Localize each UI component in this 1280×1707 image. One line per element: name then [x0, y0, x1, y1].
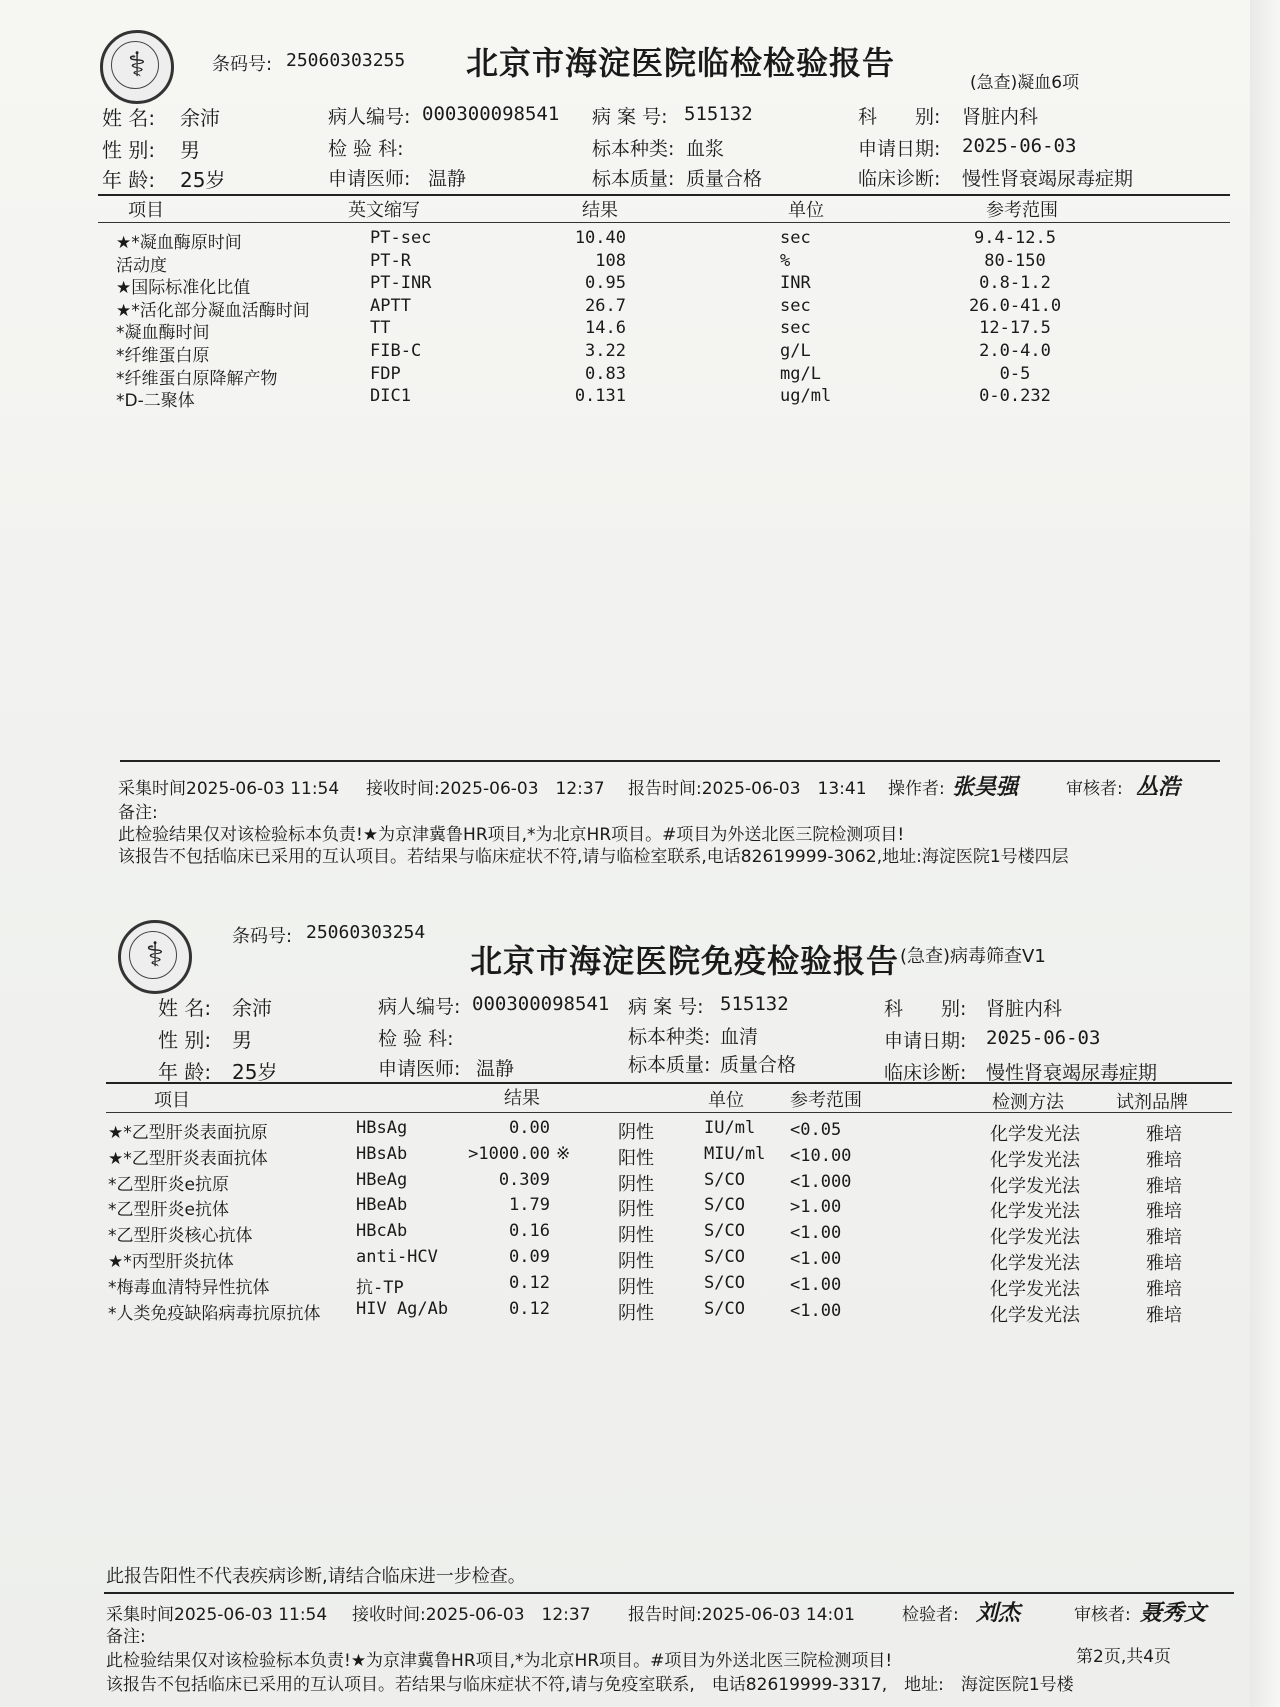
specimen-label: 标本种类: — [592, 138, 675, 160]
item-result: 0.95 — [585, 273, 626, 294]
item-name: *凝血酶时间 — [116, 323, 210, 344]
item-unit: MIU/ml — [704, 1143, 766, 1164]
item-result: 阳性 — [618, 1147, 654, 1169]
reviewer-label: 审核者: — [1066, 779, 1123, 799]
dept-label: 科 别: — [858, 106, 941, 128]
report-time: 报告时间:2025-06-03 14:01 — [628, 1605, 855, 1625]
reviewer-label: 审核者: — [1074, 1605, 1131, 1625]
patient-id: 000300098541 — [472, 993, 610, 1015]
sex-label: 性 别: — [102, 138, 156, 162]
item-abbr: FDP — [370, 363, 401, 384]
item-method: 化学发光法 — [990, 1278, 1080, 1300]
item-name: 活动度 — [116, 255, 167, 276]
patient-id: 000300098541 — [422, 103, 560, 125]
col-result: 结果 — [582, 200, 618, 221]
item-reference: 9.4-12.5 — [974, 228, 1056, 248]
barcode-label: 条码号: — [212, 54, 273, 75]
specimen-quality: 质量合格 — [720, 1054, 797, 1076]
case-label: 病 案 号: — [592, 106, 668, 128]
collect-time: 采集时间2025-06-03 11:54 — [118, 779, 340, 799]
age-label: 年 龄: — [102, 168, 156, 192]
item-result: 108 — [595, 250, 626, 271]
specimen-quality: 质量合格 — [686, 168, 763, 190]
item-unit: sec — [780, 228, 811, 248]
operator-label: 检验者: — [902, 1605, 959, 1625]
item-reference: 0-0.232 — [979, 386, 1051, 407]
item-abbr: HIV Ag/Ab — [356, 1298, 449, 1319]
item-value: 0.09 — [509, 1247, 550, 1267]
dept-label: 科 别: — [884, 998, 967, 1020]
item-value: 1.79 — [509, 1195, 550, 1216]
item-result: 0.131 — [574, 386, 626, 407]
col-brand: 试剂品牌 — [1116, 1092, 1188, 1113]
report-title: 北京市海淀医院免疫检验报告 — [470, 942, 900, 980]
barcode: 25060303254 — [306, 922, 426, 943]
col-ref: 参考范围 — [790, 1090, 862, 1111]
item-name: ★国际标准化比值 — [116, 278, 251, 299]
item-brand: 雅培 — [1146, 1304, 1182, 1326]
patient-sex: 男 — [232, 1028, 252, 1052]
department: 肾脏内科 — [962, 106, 1039, 128]
department: 肾脏内科 — [986, 998, 1063, 1020]
item-abbr: FIB-C — [370, 341, 422, 361]
item-abbr: DIC1 — [370, 386, 411, 407]
barcode-label: 条码号: — [232, 926, 293, 947]
age-label: 年 龄: — [158, 1060, 212, 1084]
doctor-name: 温静 — [428, 168, 467, 190]
item-unit: S/CO — [704, 1221, 745, 1242]
item-reference: <1.00 — [790, 1274, 842, 1295]
item-name: *纤维蛋白原降解产物 — [116, 368, 278, 389]
disclaimer-line-2: 该报告不包括临床已采用的互认项目。若结果与临床症状不符,请与临检室联系,电话82619999-3062,地址:海淀医院1号楼四层 — [118, 847, 1069, 867]
item-unit: S/CO — [704, 1247, 745, 1267]
disclaimer-line-1: 此检验结果仅对该检验标本负责!★为京津冀鲁HR项目,*为北京HR项目。#项目为外送北医三院检测项目! — [106, 1651, 893, 1671]
item-abbr: HBeAg — [356, 1169, 408, 1190]
col-ref: 参考范围 — [986, 200, 1058, 221]
item-brand: 雅培 — [1146, 1201, 1182, 1223]
item-reference: <1.00 — [790, 1249, 842, 1269]
item-method: 化学发光法 — [990, 1304, 1080, 1326]
remark-label: 备注: — [118, 803, 158, 823]
col-method: 检测方法 — [992, 1092, 1064, 1113]
reviewer-signature: 丛浩 — [1136, 774, 1181, 800]
item-value: 0.12 — [509, 1298, 550, 1319]
item-name: ★*活化部分凝血活酶时间 — [116, 300, 310, 321]
item-name: ★*丙型肝炎抗体 — [108, 1252, 234, 1272]
case-number: 515132 — [720, 993, 789, 1015]
item-abbr: PT-sec — [370, 228, 432, 248]
patient-sex: 男 — [180, 138, 200, 162]
item-abbr: HBcAb — [356, 1221, 408, 1242]
item-result: 阴性 — [618, 1251, 654, 1272]
receive-time: 接收时间:2025-06-03 12:37 — [352, 1605, 591, 1625]
item-result: 阴性 — [618, 1302, 654, 1324]
diagnosis: 慢性肾衰竭尿毒症期 — [962, 168, 1134, 190]
col-item: 项目 — [128, 200, 164, 221]
item-name: ★*乙型肝炎表面抗原 — [108, 1123, 268, 1143]
item-unit: S/CO — [704, 1195, 745, 1216]
patient-name: 余沛 — [180, 106, 220, 130]
item-reference: <1.00 — [790, 1300, 842, 1321]
specimen-label: 标本种类: — [628, 1026, 711, 1048]
item-abbr: HBsAb — [356, 1143, 408, 1164]
item-unit: S/CO — [704, 1298, 745, 1319]
col-unit: 单位 — [708, 1090, 744, 1111]
item-name: *乙型肝炎核心抗体 — [108, 1226, 253, 1247]
item-brand: 雅培 — [1146, 1278, 1182, 1300]
item-result: 10.40 — [574, 228, 626, 248]
item-abbr: HBsAg — [356, 1118, 408, 1138]
item-value: 0.12 — [509, 1272, 550, 1293]
remark-label: 备注: — [106, 1627, 146, 1647]
item-reference: 0-5 — [999, 363, 1031, 384]
item-value: 0.16 — [509, 1221, 550, 1242]
item-reference: 80-150 — [984, 250, 1046, 271]
pid-label: 病人编号: — [378, 996, 461, 1018]
diagnosis: 慢性肾衰竭尿毒症期 — [986, 1062, 1158, 1084]
item-unit: % — [780, 250, 791, 271]
item-reference: >1.00 — [790, 1197, 842, 1218]
item-method: 化学发光法 — [990, 1124, 1080, 1145]
item-unit: ug/ml — [780, 386, 832, 407]
item-brand: 雅培 — [1146, 1149, 1182, 1171]
lab-label: 检 验 科: — [328, 138, 404, 160]
item-reference: <1.00 — [790, 1223, 842, 1244]
name-label: 姓 名: — [102, 106, 156, 130]
item-unit: sec — [780, 318, 811, 339]
item-value: 0.309 — [498, 1169, 550, 1190]
item-result: 阴性 — [618, 1122, 654, 1143]
item-unit: INR — [780, 273, 811, 294]
item-value: >1000.00 — [468, 1143, 550, 1164]
item-result: 26.7 — [585, 295, 626, 316]
item-abbr: anti-HCV — [356, 1247, 438, 1267]
item-brand: 雅培 — [1146, 1124, 1182, 1145]
paper-edge — [1250, 0, 1280, 1707]
item-name: *梅毒血清特异性抗体 — [108, 1277, 270, 1298]
item-reference: <1.000 — [790, 1171, 852, 1192]
item-unit: IU/ml — [704, 1118, 756, 1138]
specimen-type: 血清 — [720, 1026, 759, 1048]
page-number: 第2页,共4页 — [1076, 1647, 1172, 1667]
divider — [106, 1112, 1232, 1113]
item-abbr: HBeAb — [356, 1195, 408, 1216]
item-reference: 12-17.5 — [979, 318, 1051, 339]
report-title: 北京市海淀医院临检检验报告 — [466, 44, 896, 82]
item-name: ★*凝血酶原时间 — [116, 233, 242, 253]
item-name: *乙型肝炎e抗体 — [108, 1200, 229, 1221]
item-result: 14.6 — [585, 318, 626, 339]
item-abbr: PT-R — [370, 250, 411, 271]
item-name: *D-二聚体 — [116, 391, 195, 412]
item-brand: 雅培 — [1146, 1253, 1182, 1274]
item-abbr: APTT — [370, 295, 411, 316]
item-brand: 雅培 — [1146, 1227, 1182, 1249]
positive-note: 此报告阳性不代表疾病诊断,请结合临床进一步检查。 — [106, 1566, 526, 1587]
divider — [106, 1082, 1232, 1084]
specimen-type: 血浆 — [686, 138, 725, 160]
divider — [104, 1592, 1234, 1594]
item-reference: 0.8-1.2 — [979, 273, 1051, 294]
item-result: 阴性 — [618, 1225, 654, 1247]
name-label: 姓 名: — [158, 996, 212, 1020]
item-value: 0.00 — [509, 1118, 550, 1138]
item-abbr: 抗-TP — [356, 1277, 404, 1298]
item-method: 化学发光法 — [990, 1201, 1080, 1223]
item-result: 3.22 — [585, 341, 626, 361]
item-method: 化学发光法 — [990, 1253, 1080, 1274]
hospital-logo — [118, 920, 192, 994]
operator-signature: 刘杰 — [976, 1600, 1021, 1626]
item-result: 阴性 — [618, 1276, 654, 1298]
item-method: 化学发光法 — [990, 1175, 1080, 1197]
item-result: 阴性 — [618, 1199, 654, 1221]
disclaimer-line-2: 该报告不包括临床已采用的互认项目。若结果与临床症状不符,请与免疫室联系, 电话82619999-3317, 地址: 海淀医院1号楼 — [106, 1675, 1074, 1695]
report-time: 报告时间:2025-06-03 13:41 — [628, 779, 867, 799]
col-item: 项目 — [154, 1090, 190, 1111]
quality-label: 标本质量: — [628, 1054, 711, 1076]
patient-name: 余沛 — [232, 996, 272, 1020]
patient-age: 25岁 — [180, 168, 226, 192]
item-unit: g/L — [780, 341, 811, 361]
item-unit: S/CO — [704, 1169, 745, 1190]
item-result: 阴性 — [618, 1173, 654, 1195]
report-subtitle: (急查)凝血6项 — [970, 73, 1080, 93]
operator-signature: 张昊强 — [952, 774, 1019, 800]
item-reference: 2.0-4.0 — [979, 341, 1051, 361]
doctor-label: 申请医师: — [378, 1058, 461, 1080]
quality-label: 标本质量: — [592, 168, 675, 190]
date-label: 申请日期: — [858, 138, 941, 160]
diag-label: 临床诊断: — [884, 1062, 967, 1084]
request-date: 2025-06-03 — [962, 135, 1077, 157]
item-unit: S/CO — [704, 1272, 745, 1293]
item-abbr: PT-INR — [370, 273, 432, 294]
item-brand: 雅培 — [1146, 1175, 1182, 1197]
request-date: 2025-06-03 — [986, 1027, 1101, 1049]
lab-label: 检 验 科: — [378, 1028, 454, 1050]
col-abbr: 英文缩写 — [348, 200, 420, 221]
sex-label: 性 别: — [158, 1028, 212, 1052]
item-name: *纤维蛋白原 — [116, 346, 210, 366]
collect-time: 采集时间2025-06-03 11:54 — [106, 1605, 328, 1625]
diag-label: 临床诊断: — [858, 168, 941, 190]
case-label: 病 案 号: — [628, 996, 704, 1018]
receive-time: 接收时间:2025-06-03 12:37 — [366, 779, 605, 799]
operator-label: 操作者: — [888, 779, 945, 799]
abnormal-flag: ※ — [556, 1143, 571, 1164]
case-number: 515132 — [684, 103, 753, 125]
item-reference: <10.00 — [790, 1145, 852, 1166]
item-result: 0.83 — [585, 363, 626, 384]
item-method: 化学发光法 — [990, 1149, 1080, 1171]
item-unit: mg/L — [780, 363, 821, 384]
item-abbr: TT — [370, 318, 391, 339]
item-name: ★*乙型肝炎表面抗体 — [108, 1148, 268, 1169]
item-method: 化学发光法 — [990, 1227, 1080, 1249]
item-name: *人类免疫缺陷病毒抗原抗体 — [108, 1303, 321, 1324]
col-result: 结果 — [504, 1088, 540, 1109]
reviewer-signature: 聂秀文 — [1140, 1600, 1207, 1626]
item-reference: 26.0-41.0 — [968, 295, 1062, 316]
item-name: *乙型肝炎e抗原 — [108, 1174, 229, 1195]
item-unit: sec — [780, 295, 811, 316]
doctor-label: 申请医师: — [328, 168, 411, 190]
pid-label: 病人编号: — [328, 106, 411, 128]
disclaimer-line-1: 此检验结果仅对该检验标本负责!★为京津冀鲁HR项目,*为北京HR项目。#项目为外送北医三院检测项目! — [118, 825, 905, 845]
item-reference: <0.05 — [790, 1120, 842, 1140]
patient-age: 25岁 — [232, 1060, 278, 1084]
barcode: 25060303255 — [286, 50, 406, 71]
doctor-name: 温静 — [476, 1058, 515, 1080]
col-unit: 单位 — [788, 200, 824, 221]
report-subtitle: (急查)病毒筛查V1 — [900, 946, 1046, 967]
date-label: 申请日期: — [884, 1030, 967, 1052]
